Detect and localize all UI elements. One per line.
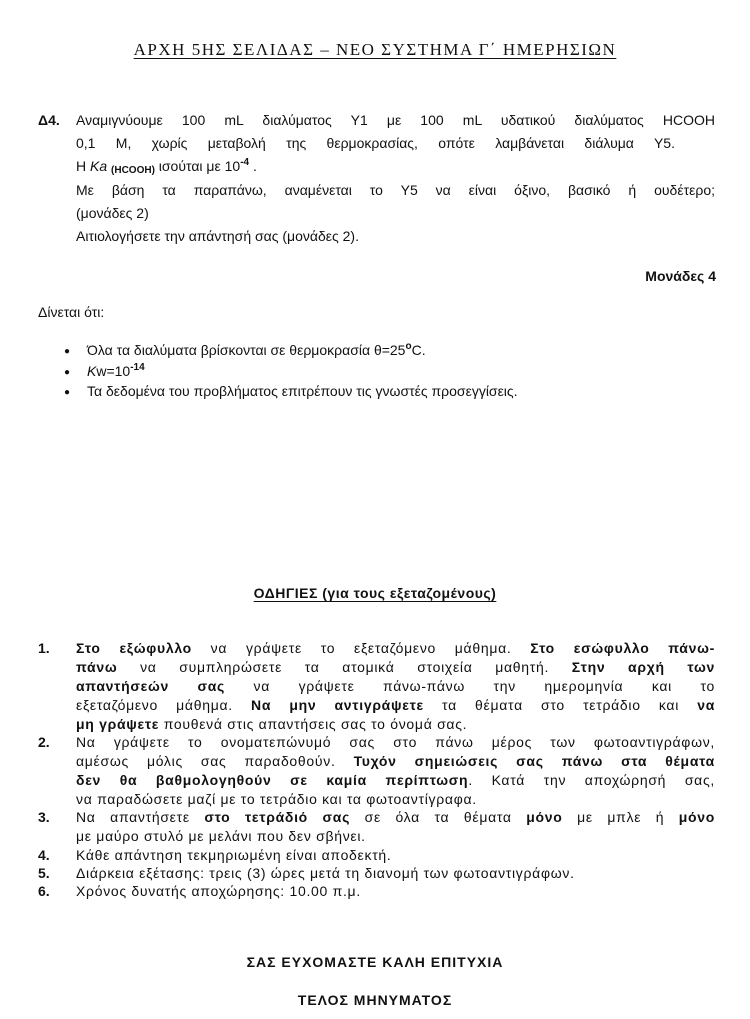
i3-a-t1: Να απαντήσετε [76,809,205,825]
question-line-6: Αιτιολογήσετε την απάντησή σας (μονάδες 2). [76,228,359,244]
ka-middle: ισούται με 10 [154,158,241,174]
i1-d-t1: εξεταζόμενο μάθημα. [76,697,252,713]
i2-c-t1: . Κατά την αποχώρησή σας, [468,772,715,788]
instruction-1-line-b [76,657,715,677]
i3-a-b1: στο τετράδιό σας [204,809,351,825]
i1-b-b2: Στην αρχή των [571,659,715,675]
i3-a-t3: με μπλε ή [562,809,679,825]
instruction-number-2: 2. [38,734,50,750]
question-points: Μονάδες 4 [645,268,716,284]
i1-a-b2: Στο εσώφυλλο πάνω- [530,640,715,656]
given-temperature [87,340,426,360]
i3-a-b2: μόνο [526,809,563,825]
page-header-text: ΑΡΧΗ 5ΗΣ ΣΕΛΙΔΑΣ – ΝΕΟ ΣΥΣΤΗΜΑ Γ΄ ΗΜΕΡΗΣΙΩΝ [133,40,617,59]
instruction-number-3: 3. [38,809,50,825]
i1-b-b1: πάνω [76,659,118,675]
given-temp-degree: o [405,341,412,352]
ka-subscript: (HCOOH) [111,165,155,176]
instructions-title-text: ΟΔΗΓΙΕΣ (για τους εξεταζομένους) [253,585,497,601]
page-header [0,40,750,60]
kw-rest: w=10 [96,363,131,379]
ka-symbol: Ka [90,158,108,174]
instruction-number-4: 4. [38,847,50,863]
bullet-icon: ● [64,346,71,357]
i1-d-b2: να [697,697,715,713]
given-approx: Τα δεδομένα του προβλήματος επιτρέπουν τις γνωστές προσεγγίσεις. [87,383,518,399]
bullet-icon: ● [64,387,71,398]
instruction-5: Διάρκεια εξέτασης: τρεις (3) ώρες μετά τη διανομή των φωτοαντιγράφων. [76,865,575,881]
instruction-2-line-b [76,751,715,771]
bullet-icon: ● [64,367,71,378]
question-line-2: 0,1 M, χωρίς μεταβολή της θερμοκρασίας, οπότε λαμβάνεται διάλυμα Υ5. [76,135,675,151]
i2-b-b1: Τυχόν σημειώσεις σας πάνω στα θέματα [353,753,715,769]
instruction-2-line-d: να παραδώσετε μαζί με το τετράδιο και τα φωτοαντίγραφα. [76,791,477,807]
i2-c-b1: δεν θα βαθμολογηθούν σε καμία περίπτωση [76,772,469,788]
question-line-5: (μονάδες 2) [76,205,149,221]
i1-a-t1: να γράψετε το εξεταζόμενο μάθημα. [191,640,531,656]
kw-exponent: -14 [130,362,145,373]
kw-symbol: K [87,363,97,379]
i3-a-b3: μόνο [678,809,716,825]
ka-prefix: Η [76,158,90,174]
instruction-3-line-b: με μαύρο στυλό με μελάνι που δεν σβήνει. [76,828,366,844]
instruction-2-line-c [76,770,715,790]
ka-exponent: -4 [240,157,250,168]
ka-end: . [249,158,257,174]
question-line-4: Με βάση τα παραπάνω, αναμένεται το Υ5 να είναι όξινο, βασικό ή ουδέτερο; [76,182,715,198]
instruction-1-line-c [76,676,715,696]
question-number: Δ4. [38,112,60,128]
given-intro: Δίνεται ότι: [38,304,105,320]
instruction-2-line-a: Να γράψετε το ονοματεπώνυμό σας στο πάνω μέρος των φωτοαντιγράφων, [76,734,715,750]
end-of-message: ΤΕΛΟΣ ΜΗΝΥΜΑΤΟΣ [297,992,453,1008]
i1-d-t2: τα θέματα στο τετράδιο και [423,697,698,713]
instruction-number-1: 1. [38,640,50,656]
instruction-6: Χρόνος δυνατής αποχώρησης: 10.00 π.μ. [76,883,361,899]
instruction-1-line-e [76,714,467,734]
instruction-3-line-a [76,807,715,827]
i2-b-t1: αμέσως μόλις σας παραδοθούν. [76,753,354,769]
given-kw [87,361,145,381]
given-temp-text: Όλα τα διαλύματα βρίσκονται σε θερμοκρασία θ=25 [87,342,406,358]
instruction-number-6: 6. [38,883,50,899]
instruction-1-line-a [76,638,715,658]
question-line-3 [76,156,257,176]
instruction-4: Κάθε απάντηση τεκμηριωμένη είναι αποδεκτή. [76,847,392,863]
instruction-number-5: 5. [38,865,50,881]
instructions-title [0,583,750,603]
closing-wishes: ΣΑΣ ΕΥΧΟΜΑΣΤΕ ΚΑΛΗ ΕΠΙΤΥΧΙΑ [246,954,504,970]
instruction-1-line-d [76,695,715,715]
i1-e-b1: μη γράψετε [76,716,160,732]
i1-a-b1: Στο εξώφυλλο [76,640,192,656]
i1-e-t1: πουθενά στις απαντήσεις σας το όνομά σας. [159,716,468,732]
i3-a-t2: σε όλα τα θέματα [350,809,527,825]
i1-b-t1: να συμπληρώσετε τα ατομικά στοιχεία μαθητή. [117,659,572,675]
i1-d-b1: Να μην αντιγράψετε [251,697,424,713]
i1-c-b1: απαντήσεών σας [76,678,226,694]
question-line-1: Αναμιγνύουμε 100 mL διαλύματος Υ1 με 100 mL υδατικού διαλύματος HCOOH [76,112,715,128]
i1-c-t1: να γράψετε πάνω-πάνω την ημερομηνία και το [225,678,715,694]
given-temp-unit: C. [411,342,426,358]
